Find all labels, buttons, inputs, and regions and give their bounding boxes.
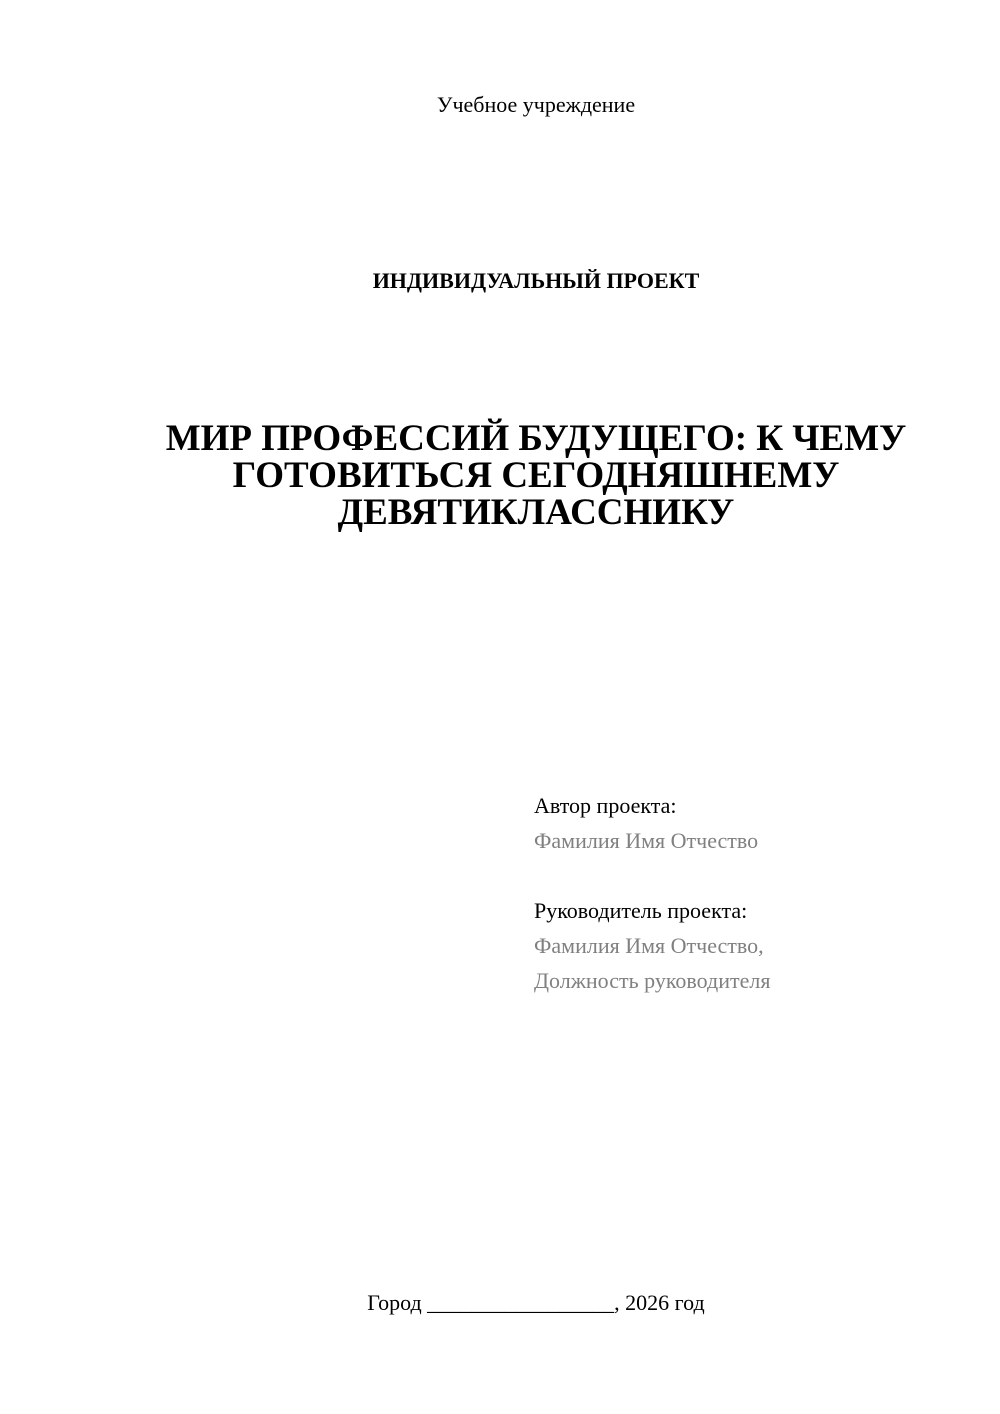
author-block: [534, 788, 974, 858]
document-type: ИНДИВИДУАЛЬНЫЙ ПРОЕКТ: [372, 268, 700, 293]
footer-city-year: [0, 1288, 1000, 1318]
project-title: МИР ПРОФЕССИЙ БУДУЩЕГО: К ЧЕМУ ГОТОВИТЬСЯ СЕГОДНЯШНЕМУ ДЕВЯТИКЛАССНИКУ: [165, 418, 907, 533]
author-label: Автор проекта:: [534, 793, 677, 818]
city-blank: _________________: [427, 1290, 615, 1315]
author-name: Фамилия Имя Отчество: [534, 828, 759, 853]
supervisor-label: Руководитель проекта:: [534, 898, 748, 923]
supervisor-block: [534, 893, 974, 998]
city-label: Город: [367, 1290, 422, 1315]
institution-name: Учебное учреждение: [436, 92, 636, 117]
year-text: , 2026 год: [614, 1290, 705, 1315]
supervisor-position: Должность руководителя: [534, 968, 771, 993]
supervisor-name: Фамилия Имя Отчество,: [534, 933, 764, 958]
